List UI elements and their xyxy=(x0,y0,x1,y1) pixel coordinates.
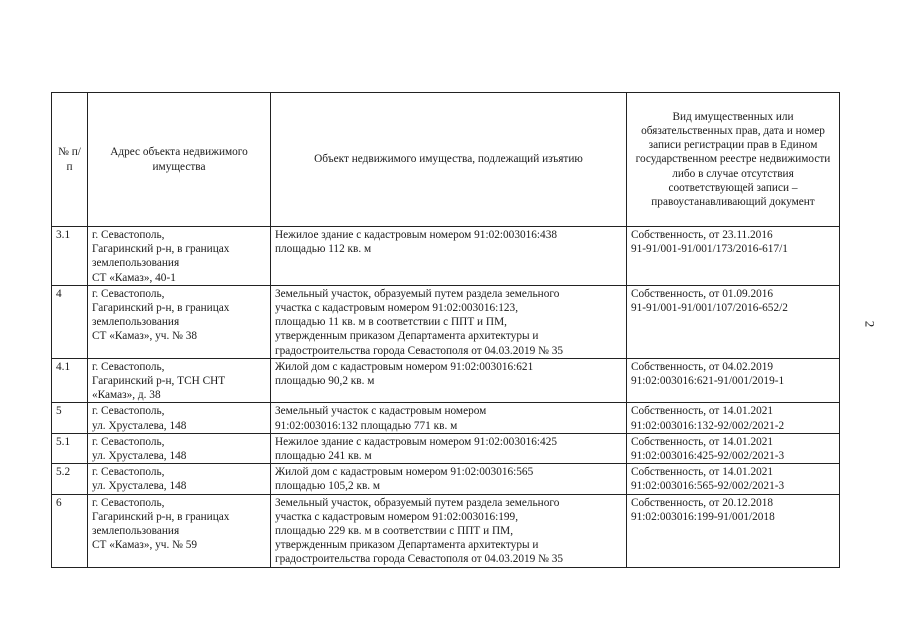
cell-rights xyxy=(627,285,840,358)
cell-rights-line: Собственность, от 04.02.2019 xyxy=(631,360,774,373)
cell-object-line: 91:02:003016:132 площадью 771 кв. м xyxy=(275,419,458,432)
table-row xyxy=(52,403,840,433)
cell-rights-line: Собственность, от 14.01.2021 xyxy=(631,435,774,448)
cell-address-line: Гагаринский р-н, в границах xyxy=(92,302,230,315)
cell-rights xyxy=(627,494,840,567)
cell-object-line: участка с кадастровым номером 91:02:003016:199, xyxy=(275,510,519,523)
cell-address-line: г. Севастополь, xyxy=(92,360,165,373)
cell-number: 5.1 xyxy=(52,433,88,463)
cell-object-line: площадью 105,2 кв. м xyxy=(275,480,381,493)
table-row xyxy=(52,494,840,567)
table-row xyxy=(52,227,840,286)
cell-object-line: площадью 11 кв. м в соответствии с ППТ и ПМ, xyxy=(275,316,507,329)
header-rights: Вид имущественных или обязательственных прав, дата и номер записи регистрации прав в Едином государственном реестре недвижимости либо в случае отсутствия соответствующей записи – правоустанавливающий документ xyxy=(627,93,840,227)
cell-object-line: градостроительства города Севастополя от 04.03.2019 № 35 xyxy=(275,553,564,566)
cell-rights-line: 91:02:003016:132-92/002/2021-2 xyxy=(631,419,785,432)
cell-address-line: «Камаз», д. 38 xyxy=(92,389,161,402)
cell-rights-line: 91:02:003016:199-91/001/2018 xyxy=(631,510,775,523)
cell-object-line: утвержденным приказом Департамента архитектуры и xyxy=(275,539,539,552)
cell-address-line: г. Севастополь, xyxy=(92,466,165,479)
cell-object-line: Жилой дом с кадастровым номером 91:02:003016:621 xyxy=(275,360,534,373)
cell-object-line: Нежилое здание с кадастровым номером 91:02:003016:425 xyxy=(275,435,557,448)
cell-rights-line: 91-91/001-91/001/107/2016-652/2 xyxy=(631,302,788,315)
cell-address xyxy=(88,227,271,286)
cell-address-line: Гагаринский р-н, в границах xyxy=(92,243,230,256)
header-address: Адрес объекта недвижимого имущества xyxy=(88,93,271,227)
cell-address-line: землепользования xyxy=(92,257,180,270)
cell-rights xyxy=(627,227,840,286)
cell-object-line: Нежилое здание с кадастровым номером 91:02:003016:438 xyxy=(275,229,557,241)
table-row xyxy=(52,433,840,463)
cell-rights-line: 91:02:003016:565-92/002/2021-3 xyxy=(631,480,785,493)
table-body xyxy=(52,227,840,568)
cell-object xyxy=(271,494,627,567)
cell-rights xyxy=(627,464,840,494)
cell-object xyxy=(271,358,627,403)
cell-number: 3.1 xyxy=(52,227,88,286)
cell-address-line: СТ «Камаз», уч. № 59 xyxy=(92,539,198,552)
cell-address-line: СТ «Камаз», 40-1 xyxy=(92,271,176,284)
cell-address xyxy=(88,403,271,433)
cell-address-line: Гагаринский р-н, в границах xyxy=(92,510,230,523)
cell-rights-line: Собственность, от 23.11.2016 xyxy=(631,229,773,241)
cell-object-line: утвержденным приказом Департамента архитектуры и xyxy=(275,330,539,343)
cell-object-line: участка с кадастровым номером 91:02:003016:123, xyxy=(275,302,519,315)
cell-object-line: Земельный участок, образуемый путем раздела земельного xyxy=(275,287,560,300)
cell-object-line: площадью 229 кв. м в соответствии с ППТ и ПМ, xyxy=(275,525,514,538)
cell-object-line: градостроительства города Севастополя от 04.03.2019 № 35 xyxy=(275,344,564,357)
cell-object-line: Земельный участок, образуемый путем раздела земельного xyxy=(275,496,560,509)
cell-rights xyxy=(627,403,840,433)
cell-object xyxy=(271,403,627,433)
cell-object xyxy=(271,227,627,286)
cell-object-line: площадью 112 кв. м xyxy=(275,243,372,256)
cell-object xyxy=(271,433,627,463)
cell-rights-line: 91:02:003016:425-92/002/2021-3 xyxy=(631,450,785,463)
cell-address-line: ул. Хрусталева, 148 xyxy=(92,480,187,493)
cell-object-line: площадью 90,2 кв. м xyxy=(275,375,375,388)
cell-address xyxy=(88,285,271,358)
page-number: 2 xyxy=(862,320,878,328)
cell-number: 6 xyxy=(52,494,88,567)
cell-address-line: землепользования xyxy=(92,525,180,538)
table-header-row xyxy=(52,93,840,227)
cell-rights xyxy=(627,433,840,463)
table-row xyxy=(52,285,840,358)
cell-rights-line: Собственность, от 20.12.2018 xyxy=(631,496,774,509)
property-seizure-table xyxy=(51,92,840,568)
cell-address-line: ул. Хрусталева, 148 xyxy=(92,419,187,432)
cell-rights-line: Собственность, от 14.01.2021 xyxy=(631,466,774,479)
cell-object-line: площадью 241 кв. м xyxy=(275,450,372,463)
cell-address-line: г. Севастополь, xyxy=(92,405,165,418)
cell-address-line: землепользования xyxy=(92,316,180,329)
cell-object-line: Жилой дом с кадастровым номером 91:02:003016:565 xyxy=(275,466,534,479)
cell-object xyxy=(271,285,627,358)
cell-rights-line: 91:02:003016:621-91/001/2019-1 xyxy=(631,375,785,388)
cell-address-line: г. Севастополь, xyxy=(92,496,165,509)
cell-address-line: ул. Хрусталева, 148 xyxy=(92,450,187,463)
cell-address-line: г. Севастополь, xyxy=(92,435,165,448)
cell-object xyxy=(271,464,627,494)
cell-number: 4 xyxy=(52,285,88,358)
cell-number: 4.1 xyxy=(52,358,88,403)
cell-number: 5.2 xyxy=(52,464,88,494)
cell-address xyxy=(88,358,271,403)
cell-object-line: Земельный участок с кадастровым номером xyxy=(275,405,487,418)
table-row xyxy=(52,358,840,403)
table-row xyxy=(52,464,840,494)
cell-address xyxy=(88,494,271,567)
header-object: Объект недвижимого имущества, подлежащий изъятию xyxy=(271,93,627,227)
cell-address-line: Гагаринский р-н, ТСН СНТ xyxy=(92,375,226,388)
cell-address xyxy=(88,464,271,494)
cell-address xyxy=(88,433,271,463)
cell-address-line: СТ «Камаз», уч. № 38 xyxy=(92,330,198,343)
cell-rights xyxy=(627,358,840,403)
header-number: № п/п xyxy=(52,93,88,227)
cell-rights-line: Собственность, от 14.01.2021 xyxy=(631,405,774,418)
cell-address-line: г. Севастополь, xyxy=(92,229,165,241)
cell-rights-line: 91-91/001-91/001/173/2016-617/1 xyxy=(631,243,788,256)
cell-number: 5 xyxy=(52,403,88,433)
cell-address-line: г. Севастополь, xyxy=(92,287,165,300)
cell-rights-line: Собственность, от 01.09.2016 xyxy=(631,287,774,300)
